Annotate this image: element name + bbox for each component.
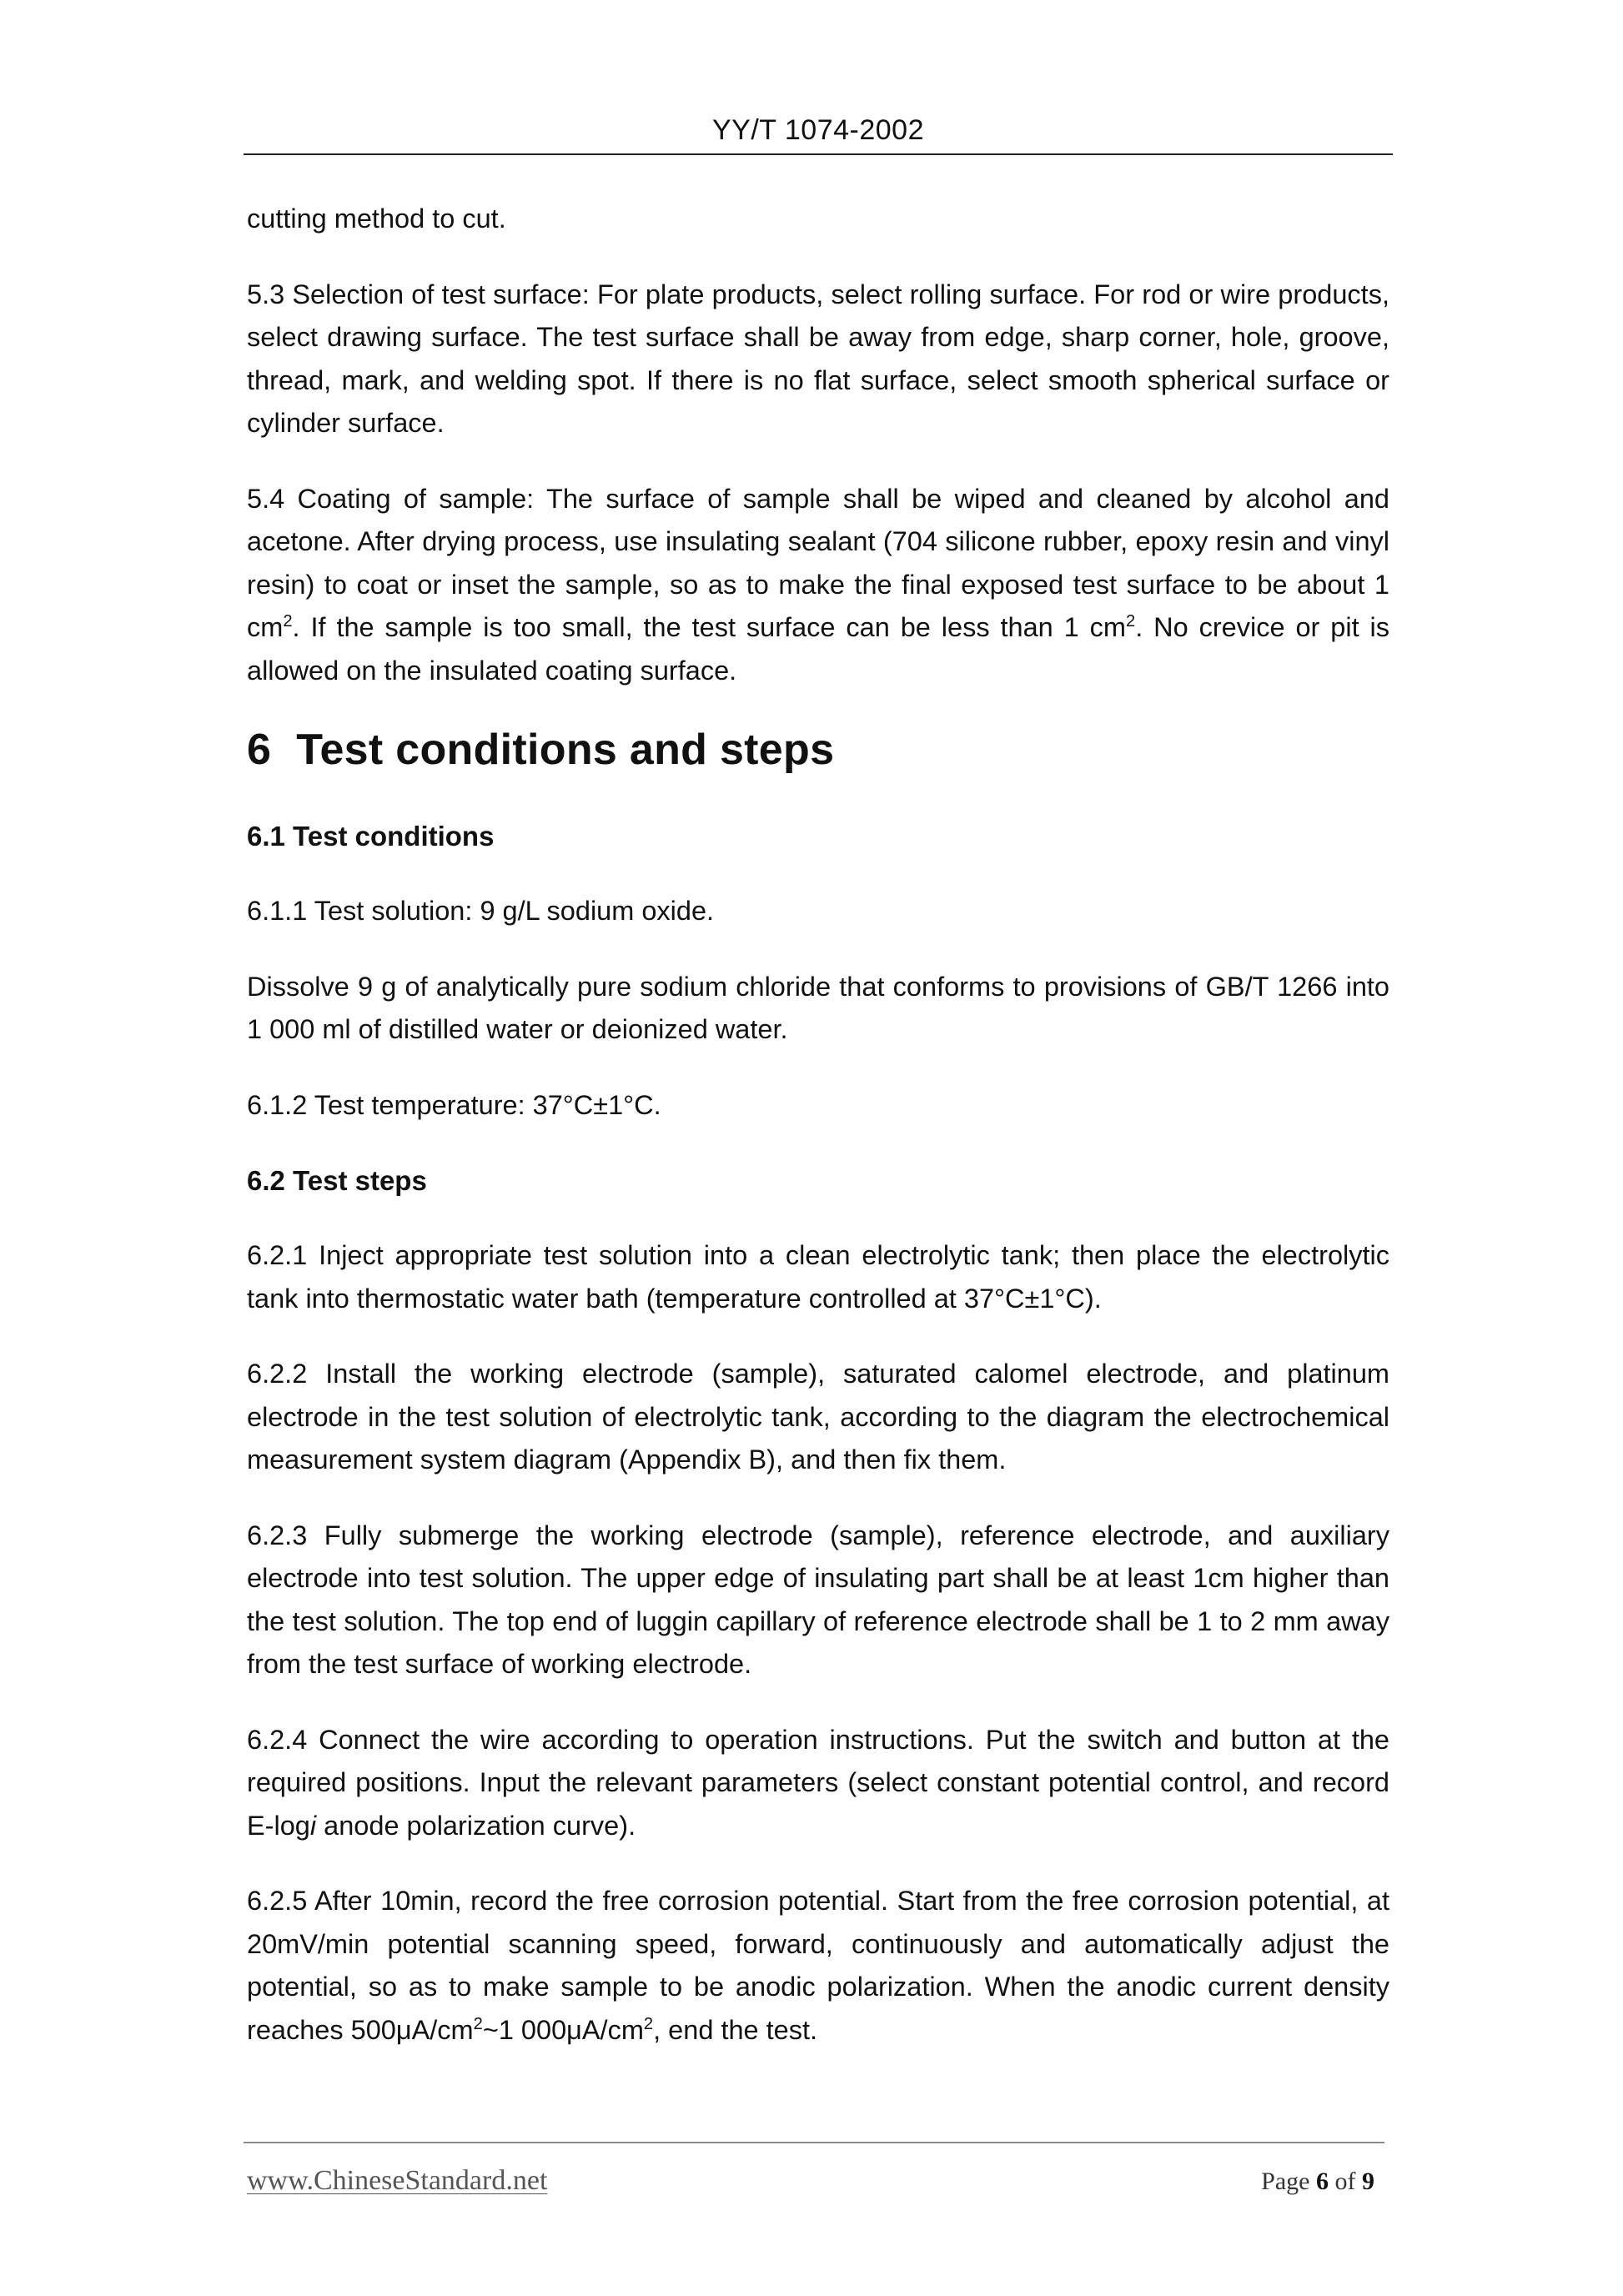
- paragraph-6-1-1: 6.1.1 Test solution: 9 g/L sodium oxide.: [247, 896, 715, 926]
- paragraph-dissolve: Dissolve 9 g of analytically pure sodium chloride that conforms to provisions of GB/T 1266 into 1 000 ml of distilled water or deionized water.: [247, 971, 1389, 1044]
- superscript: 2: [1126, 612, 1136, 631]
- paragraph-5-4-text-1: 5.4 Coating of sample: The surface of sample shall be wiped and cleaned by alcohol and acetone. After drying process, use insulating sealant (704 silicone rubber, epoxy resin and vinyl resin) to coat or inset the sample, so as to make the final exposed test surface to be about 1 cm: [247, 483, 1389, 642]
- italic-variable: i: [309, 1810, 317, 1841]
- page-of: of: [1334, 2168, 1356, 2195]
- page-total: 9: [1362, 2168, 1374, 2195]
- heading-6-1: 6.1 Test conditions: [247, 821, 495, 852]
- superscript: 2: [283, 612, 293, 631]
- paragraph-6-1-2: 6.1.2 Test temperature: 37°C±1°C.: [247, 1089, 661, 1120]
- page-header: [244, 113, 1393, 155]
- chapter-heading-6: [247, 725, 1389, 775]
- paragraph-6-2-4: [247, 1719, 1389, 1848]
- page-number: [1261, 2167, 1374, 2197]
- chapter-title: Test conditions and steps: [296, 726, 835, 774]
- chapter-number: 6: [247, 726, 272, 774]
- paragraph-6-2-5-text-3: , end the test.: [653, 2014, 818, 2045]
- paragraph-6-2-3: 6.2.3 Fully submerge the working electrode (sample), reference electrode, and auxiliary electrode into test solution. The upper edge of insulating part shall be at least 1cm higher than the test solution. The top end of luggin capillary of reference electrode shall be 1 to 2 mm away from the test surface of working electrode.: [247, 1520, 1389, 1679]
- paragraph-5-4: [247, 478, 1389, 693]
- paragraph-6-2-4-text-2: anode polarization curve).: [316, 1810, 636, 1841]
- paragraph-5-3: 5.3 Selection of test surface: For plate products, select rolling surface. For rod or wire products, select drawing surface. The test surface shall be away from edge, sharp corner, hole, groove, thread, mark, and welding spot. If there is no flat surface, select smooth spherical surface or cylinder surface.: [247, 279, 1389, 438]
- footer-divider: [244, 2142, 1384, 2143]
- heading-6-2: 6.2 Test steps: [247, 1165, 427, 1196]
- paragraph-6-2-1: 6.2.1 Inject appropriate test solution into a clean electrolytic tank; then place the electrolytic tank into thermostatic water bath (temperature controlled at 37°C±1°C).: [247, 1240, 1389, 1314]
- paragraph-cutting-method: cutting method to cut.: [247, 203, 506, 234]
- page-current: 6: [1316, 2168, 1329, 2195]
- paragraph-6-2-2: 6.2.2 Install the working electrode (sample), saturated calomel electrode, and platinum electrode in the test solution of electrolytic tank, according to the diagram the electrochemical measurement system diagram (Appendix B), and then fix them.: [247, 1359, 1389, 1475]
- paragraph-6-2-5-text-2: ~1 000μA/cm: [482, 2014, 644, 2045]
- paragraph-6-2-5: [247, 1880, 1389, 2052]
- superscript: 2: [643, 2014, 654, 2033]
- paragraph-5-4-text-3: . No crevice or pit is allowed on the insulated coating surface.: [247, 612, 1390, 686]
- standard-code: YY/T 1074-2002: [712, 114, 924, 146]
- paragraph-6-2-5-text-1: 6.2.5 After 10min, record the free corrosion potential. Start from the free corrosion potential, at 20mV/min potential scanning speed, forward, continuously and automatically adjust the potential, so as to make sample to be anodic polarization. When the anodic current density reaches 500μA/cm: [247, 1886, 1389, 2045]
- paragraph-6-2-4-text-1: 6.2.4 Connect the wire according to operation instructions. Put the switch and button at the required positions. Input the relevant parameters (select constant potential control, and record E-log: [247, 1724, 1389, 1841]
- paragraph-5-4-text-2: . If the sample is too small, the test surface can be less than 1 cm: [292, 612, 1126, 642]
- page-label: Page: [1261, 2168, 1310, 2195]
- document-body: [247, 198, 1389, 2084]
- footer-website-link[interactable]: www.ChineseStandard.net: [247, 2165, 548, 2196]
- superscript: 2: [473, 2014, 483, 2033]
